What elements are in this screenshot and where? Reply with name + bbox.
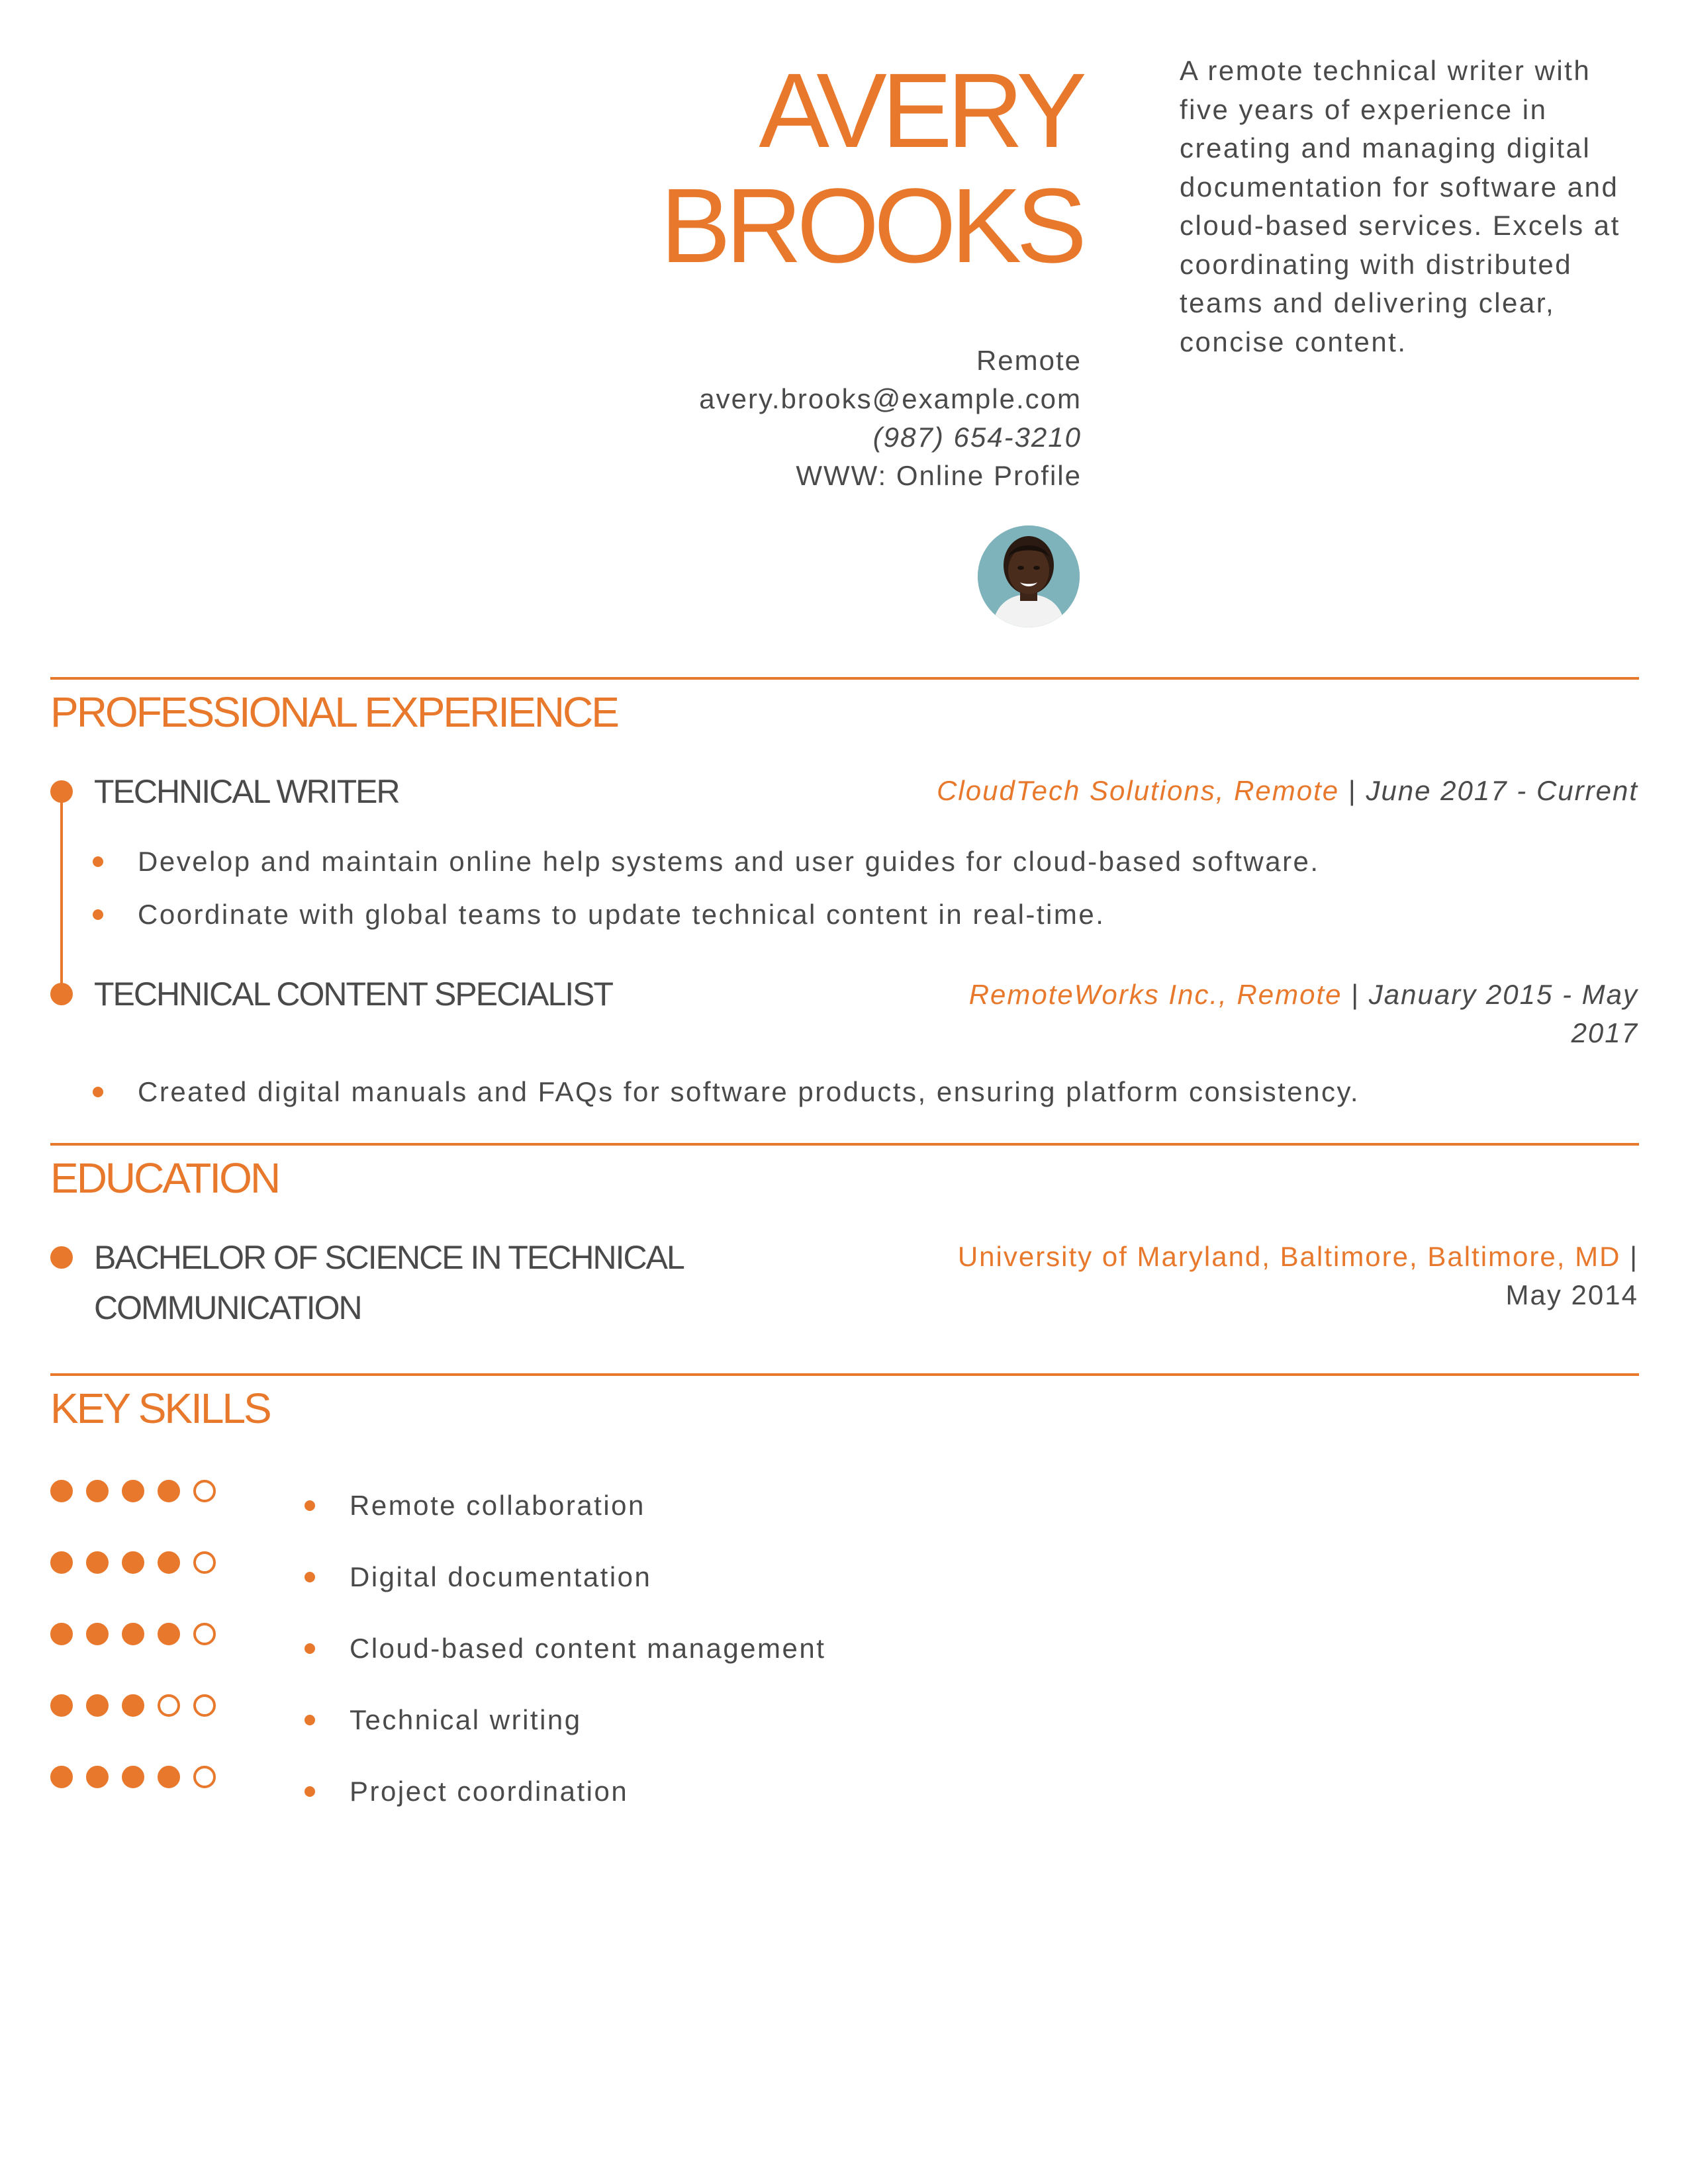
skill-item: Project coordination <box>305 1772 825 1843</box>
skill-rating <box>50 1766 229 1788</box>
rating-dot-filled <box>158 1766 180 1788</box>
profile-summary: A remote technical writer with five years of experience in creating and managing digital documentation for software and cloud-based services. Excels at coordinating with distributed teams and delivering clear, concise content. <box>1180 55 1620 357</box>
job-dates: June 2017 - Current <box>1366 775 1638 806</box>
section-title-education: EDUCATION <box>50 1154 279 1202</box>
education-meta <box>958 1238 1638 1314</box>
rating-dot-filled <box>86 1551 109 1574</box>
degree-line: COMMUNICATION <box>94 1289 361 1326</box>
skill-list <box>305 1486 825 1843</box>
meta-separator: | <box>1351 979 1360 1010</box>
rating-dot-filled <box>50 1551 73 1574</box>
section-divider <box>50 1143 1639 1146</box>
skill-rating <box>50 1480 229 1502</box>
timeline-dot <box>50 780 73 803</box>
timeline-dot <box>50 983 73 1005</box>
list-item: Develop and maintain online help systems and user guides for cloud-based software. <box>93 835 1320 888</box>
profile-photo-icon <box>978 525 1080 627</box>
rating-dot-filled <box>50 1766 73 1788</box>
rating-dot-filled <box>122 1480 144 1502</box>
website-link[interactable]: WWW: Online Profile <box>796 460 1082 491</box>
job-company: CloudTech Solutions, Remote <box>937 775 1340 806</box>
candidate-name <box>660 53 1082 283</box>
graduation-date: May 2014 <box>1505 1279 1638 1310</box>
last-name: BROOKS <box>660 166 1082 285</box>
rating-dot-empty <box>193 1623 216 1645</box>
skill-rating <box>50 1551 229 1574</box>
job-meta <box>937 772 1638 810</box>
location: Remote <box>976 345 1082 376</box>
degree-title <box>94 1232 756 1333</box>
rating-dot-filled <box>50 1623 73 1645</box>
phone-number: (987) 654-3210 <box>872 422 1082 453</box>
job-meta <box>969 976 1638 1052</box>
job-company: RemoteWorks Inc., Remote <box>968 979 1342 1010</box>
rating-dot-filled <box>86 1480 109 1502</box>
rating-dot-empty <box>193 1480 216 1502</box>
rating-dot-empty <box>193 1551 216 1574</box>
job-title: TECHNICAL WRITER <box>94 773 399 810</box>
school-name: University of Maryland, Baltimore, Baltimore, MD <box>957 1241 1621 1272</box>
education-dot <box>50 1246 73 1269</box>
rating-dot-filled <box>122 1766 144 1788</box>
job-title: TECHNICAL CONTENT SPECIALIST <box>94 976 613 1013</box>
skill-item: Remote collaboration <box>305 1486 825 1557</box>
skill-rating <box>50 1694 229 1717</box>
meta-separator: | <box>1348 775 1357 806</box>
job-dates: January 2015 - May <box>1368 979 1638 1010</box>
rating-dot-filled <box>158 1551 180 1574</box>
job-bullets <box>93 1066 1360 1118</box>
section-title-skills: KEY SKILLS <box>50 1385 270 1432</box>
rating-dot-filled <box>122 1694 144 1717</box>
section-title-experience: PROFESSIONAL EXPERIENCE <box>50 688 618 736</box>
rating-dot-empty <box>193 1694 216 1717</box>
degree-line: BACHELOR OF SCIENCE IN TECHNICAL <box>94 1239 684 1276</box>
timeline-connector <box>60 802 63 994</box>
rating-dot-filled <box>158 1623 180 1645</box>
list-item: Created digital manuals and FAQs for software products, ensuring platform consistency. <box>93 1066 1360 1118</box>
rating-dot-filled <box>122 1551 144 1574</box>
skill-item: Digital documentation <box>305 1557 825 1629</box>
rating-dot-filled <box>50 1694 73 1717</box>
job-bullets <box>93 835 1320 941</box>
job-dates-continued: 2017 <box>1571 1017 1638 1048</box>
section-divider <box>50 677 1639 680</box>
contact-block <box>699 341 1082 495</box>
first-name: AVERY <box>759 51 1082 169</box>
rating-dot-filled <box>122 1623 144 1645</box>
email-link[interactable]: avery.brooks@example.com <box>699 383 1082 414</box>
rating-dot-empty <box>158 1694 180 1717</box>
rating-dot-empty <box>193 1766 216 1788</box>
meta-separator: | <box>1630 1241 1638 1272</box>
skill-item: Cloud-based content management <box>305 1629 825 1700</box>
rating-dot-filled <box>158 1480 180 1502</box>
list-item: Coordinate with global teams to update technical content in real-time. <box>93 888 1320 941</box>
skill-rating <box>50 1623 229 1645</box>
rating-dot-filled <box>86 1623 109 1645</box>
avatar <box>978 525 1080 627</box>
rating-dot-filled <box>50 1480 73 1502</box>
skill-item: Technical writing <box>305 1700 825 1772</box>
rating-dot-filled <box>86 1766 109 1788</box>
rating-dot-filled <box>86 1694 109 1717</box>
section-divider <box>50 1373 1639 1376</box>
